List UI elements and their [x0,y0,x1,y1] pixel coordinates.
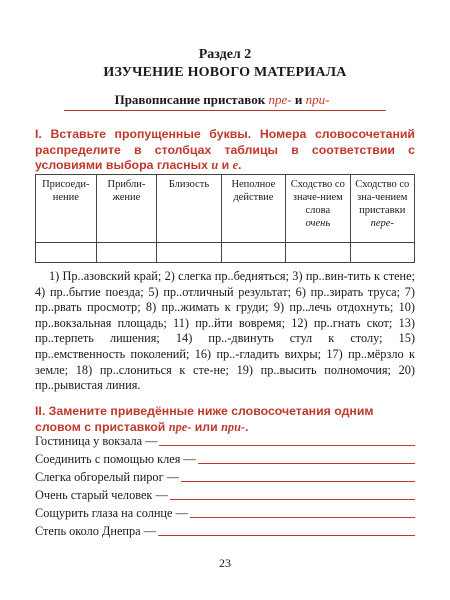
answer-line[interactable] [35,505,415,521]
answer-line-label: Сощурить глаза на солнце — [35,506,188,520]
table-cell[interactable] [221,243,285,263]
page-number: 23 [219,556,231,570]
answer-line-label: Степь около Днепра — [35,524,156,538]
section-title: ИЗУЧЕНИЕ НОВОГО МАТЕРИАЛА [103,65,347,80]
task-2-instruction [35,404,415,435]
classification-table [35,174,415,263]
task-1-and: и [218,158,233,173]
answer-line-label: Слегка обгорелый пирог — [35,470,179,484]
table-cell[interactable] [350,243,414,263]
task-2-text: II. Замените приведённые ниже словосочетания одним словом с приставкой [35,404,374,434]
answer-line[interactable] [35,451,415,467]
table-cell[interactable] [286,243,350,263]
topic-heading [56,92,388,108]
answer-line-label: Очень старый человек — [35,488,168,502]
answer-blank[interactable] [190,516,415,518]
table-header-4: Неполное действие [221,175,285,243]
task-2-or: или [191,419,222,434]
answer-blank[interactable] [170,498,415,500]
table-cell[interactable] [157,243,221,263]
task-2-pri: при- [221,419,245,434]
table-cell[interactable] [36,243,97,263]
task-2-end: . [245,419,249,434]
table-header-5-text: Сходство со значе-нием слова [290,179,345,216]
table-cell[interactable] [96,243,157,263]
table-header-5 [286,175,350,243]
table-header-6-italic: пере- [370,218,394,229]
answer-line-label: Гостиница у вокзала — [35,434,158,448]
topic-pre: пре- [268,92,292,107]
answer-line[interactable] [35,469,415,485]
topic-pri: при- [305,92,330,107]
answer-line[interactable] [35,523,415,539]
table-header-2: Прибли-жение [96,175,157,243]
answer-blank[interactable] [198,462,415,464]
table-header-1: Присоеди-нение [36,175,97,243]
task-1-end: . [238,158,242,173]
answer-blank[interactable] [159,444,415,446]
answer-blank[interactable] [181,480,415,482]
table-header-5-italic: очень [305,218,331,229]
exercise-list [35,269,415,394]
answer-line[interactable] [35,433,415,449]
task-2-pre: пре- [168,419,192,434]
answer-blank[interactable] [158,534,415,536]
section-label: Раздел 2 [198,47,252,62]
topic-underline [64,110,386,111]
table-header-6 [350,175,414,243]
exercise-text: 1) Пр..азовский край; 2) слегка пр..бедняться; 3) пр..вин-тить к стене; 4) пр..бытие поезда; 5) пр..отличный результат; 6) пр..зирать труса; 7) пр..рвать просмотр; 8) пр..жимать к груди; 9) пр..лечь отдохнуть; 10) пр..вокзальная площадь; 11) пр..йти вовремя; 12) пр..гнать скот; 13) пр..терпеть лишения; 14) пр..-двинуть стул к столу; 15) пр..емственность поколений; 16) пр..-гладить вихры; 17) пр..мёрзло к земле; 18) пр..слониться к сте-не; 19) пр..высить полномочия; 20) пр..рывистая линия. [35,269,415,393]
topic-and: и [291,92,306,107]
task-1-e: е [232,158,239,173]
table-header-6-text: Сходство со зна-чением приставки [355,179,410,216]
topic-prefix: Правописание приставок [114,92,269,107]
task-1-instruction [35,127,415,174]
answer-line-label: Соединить с помощью клея — [35,452,196,466]
answer-line[interactable] [35,487,415,503]
task-1-text: I. Вставьте пропущенные буквы. Номера словосочетаний распределите в столбцах таблицы в соответствии с условиями выбора гласных [35,127,415,173]
task-1-i: и [211,158,219,173]
table-header-3: Близость [157,175,221,243]
